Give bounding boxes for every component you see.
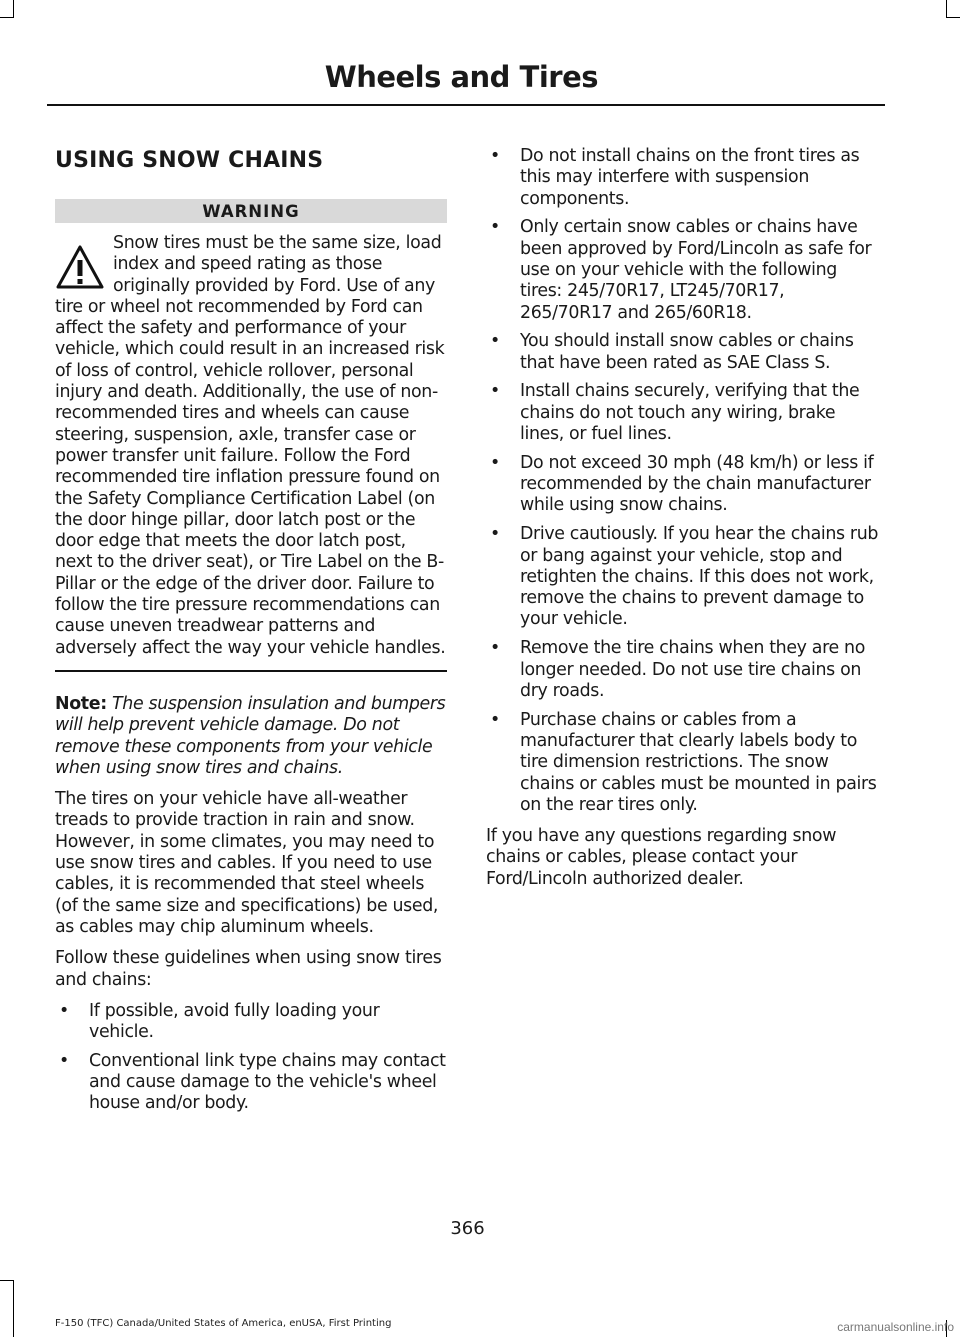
crop-mark [0, 17, 14, 18]
crop-mark [13, 1280, 14, 1337]
page-number: 366 [450, 1218, 485, 1239]
crop-mark [946, 17, 960, 18]
list-item-text: Conventional link type chains may contact and cause damage to the vehicle's wheel house and/or body. [89, 1050, 446, 1114]
bullet-dot: • [490, 331, 500, 352]
list-item [55, 1001, 447, 1044]
right-column [486, 146, 880, 900]
list-item-text: Drive cautiously. If you hear the chains rub or bang against your vehicle, stop and retighten the chains. If this does not work, remove the chains to prevent damage to your vehicle. [520, 524, 879, 630]
list-item-text: You should install snow cables or chains that have been rated as SAE Class S. [520, 331, 854, 373]
crop-mark [13, 0, 14, 18]
list-item [486, 331, 880, 374]
list-item [486, 381, 880, 445]
note-text: The suspension insulation and bumpers will help prevent vehicle damage. Do not remove these components from your vehicle when using snow tires and chains. [55, 693, 446, 778]
note-label: Note: [55, 693, 107, 714]
intro-paragraph: The tires on your vehicle have all-weather treads to provide traction in rain and snow. However, in some climates, you may need to use snow tires and cables. If you need to use cables, it is recommended that steel wheels (of the same size and specifications) be used, as cables may chip aluminum wheels. [55, 789, 439, 937]
list-item [486, 453, 880, 517]
list-item-text: Only certain snow cables or chains have been approved by Ford/Lincoln as safe for use on your vehicle with the following tires: 245/70R17, LT245/70R17, 265/70R17 and 265/60R18. [520, 217, 872, 323]
section-title: USING SNOW CHAINS [55, 148, 324, 173]
crop-mark [0, 1280, 14, 1281]
list-item-text: Remove the tire chains when they are no longer needed. Do not use tire chains on dry roads. [520, 638, 866, 701]
warning-text: Snow tires must be the same size, load index and speed rating as those originally provided by Ford. Use of any tire or wheel not recommended by Ford can affect the safety and performance of your vehicle, which could result in an increased risk of loss of control, vehicle rollover, personal injury and death. Additionally, the use of non-recommended tires and wheels can cause steering, suspension, axle, transfer case or power transfer unit failure. Follow the Ford recommended tire inflation pressure found on the Safety Compliance Certification Label (on the door hinge pillar, door latch post or the door edge that meets the door latch post, next to the driver seat), or Tire Label on the B-Pillar or the edge of the driver door. Failure to follow the tire pressure recommendations can cause uneven treadwear patterns and adversely affect the way your vehicle handles. [55, 233, 446, 658]
list-item-text: Install chains securely, verifying that the chains do not touch any wiring, brake lines, or fuel lines. [520, 381, 860, 445]
guidelines-paragraph: Follow these guidelines when using snow tires and chains: [55, 948, 442, 990]
list-item [486, 217, 880, 323]
list-item [486, 146, 880, 210]
watermark: carmanualsonline.info [837, 1320, 954, 1334]
list-item [486, 524, 880, 630]
note-paragraph [55, 694, 447, 779]
list-item-text: Purchase chains or cables from a manufacturer that clearly labels body to tire dimension restrictions. The snow chains or cables must be mounted in pairs on the rear tires only. [520, 709, 877, 815]
list-item [55, 1051, 447, 1115]
bullet-dot: • [490, 524, 500, 545]
bullet-dot: • [490, 638, 500, 659]
bullet-list-left [55, 1001, 447, 1115]
bullet-dot: • [59, 1050, 69, 1071]
list-item-text: Do not install chains on the front tires as this may interfere with suspension components. [520, 146, 860, 209]
page-header-title: Wheels and Tires [324, 60, 598, 94]
warning-box [55, 233, 447, 672]
bullet-list-right [486, 146, 880, 816]
list-item-text: Do not exceed 30 mph (48 km/h) or less if recommended by the chain manufacturer while using snow chains. [520, 452, 874, 516]
bullet-dot: • [490, 381, 500, 402]
header-rule [47, 104, 885, 106]
edition-footer: F-150 (TFC) Canada/United States of America, enUSA, First Printing [55, 1318, 392, 1329]
list-item [486, 638, 880, 702]
bullet-dot: • [490, 146, 500, 166]
bullet-dot: • [59, 1000, 69, 1021]
closing-paragraph: If you have any questions regarding snow chains or cables, please contact your Ford/Lincoln authorized dealer. [486, 826, 837, 889]
crop-mark [946, 0, 947, 18]
warning-triangle-icon [55, 243, 105, 293]
bullet-dot: • [490, 709, 500, 730]
left-column [55, 146, 447, 1122]
bullet-dot: • [490, 217, 500, 238]
warning-label: WARNING [55, 199, 447, 223]
list-item-text: If possible, avoid fully loading your vehicle. [89, 1000, 380, 1043]
list-item [486, 710, 880, 816]
bullet-dot: • [490, 452, 500, 473]
